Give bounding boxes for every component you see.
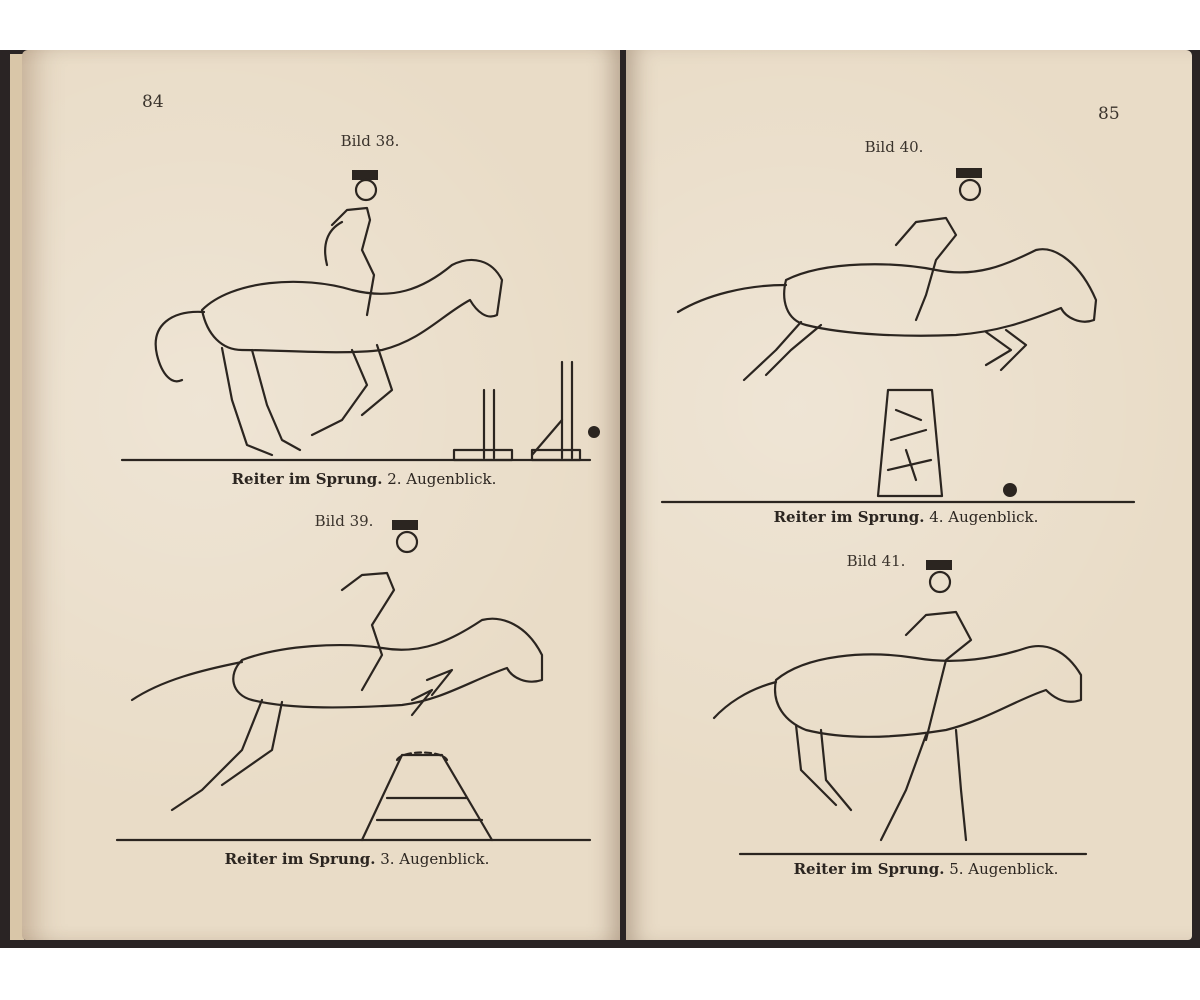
caption-bold-39: Reiter im Sprung. <box>224 850 376 868</box>
caption-bold-38: Reiter im Sprung. <box>231 470 383 488</box>
right-page <box>626 50 1192 940</box>
figure-caption-39 <box>127 850 587 868</box>
caption-rest-38: 2. Augenblick. <box>387 470 497 488</box>
figure-39-illustration <box>22 50 620 940</box>
caption-bold-41: Reiter im Sprung. <box>793 860 945 878</box>
caption-rest-40: 4. Augenblick. <box>929 508 1039 526</box>
figure-title-38: Bild 38. <box>340 132 400 150</box>
figure-caption-41 <box>696 860 1156 878</box>
figure-title-40: Bild 40. <box>864 138 924 156</box>
figure-41-illustration <box>626 50 1192 940</box>
figure-title-39: Bild 39. <box>314 512 374 530</box>
caption-bold-40: Reiter im Sprung. <box>773 508 925 526</box>
open-book <box>0 50 1200 948</box>
caption-rest-41: 5. Augenblick. <box>949 860 1059 878</box>
page-number-right: 85 <box>1098 104 1120 124</box>
left-page <box>22 50 620 940</box>
figure-title-41: Bild 41. <box>846 552 906 570</box>
caption-rest-39: 3. Augenblick. <box>380 850 490 868</box>
page-number-left: 84 <box>142 92 164 112</box>
